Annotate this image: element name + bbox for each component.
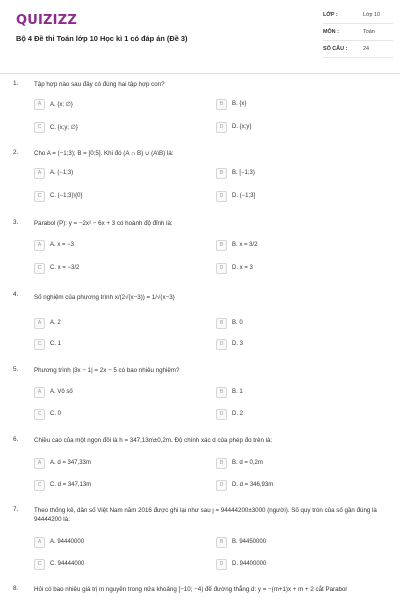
question-number: 1.	[13, 80, 19, 87]
meta-value: Toán	[363, 29, 375, 35]
option-a[interactable]	[34, 317, 61, 329]
option-letter-badge: C	[34, 191, 45, 202]
option-letter-badge: A	[34, 99, 45, 110]
option-text: C. {x;y; ∅}	[50, 124, 78, 131]
option-text: D. x = 3	[232, 265, 253, 271]
question-number: 3.	[13, 219, 19, 226]
option-text: D. d = 346,93m	[232, 482, 274, 488]
option-letter-badge: C	[34, 559, 45, 570]
option-letter-badge: D	[216, 191, 227, 202]
question-number: 4.	[13, 291, 19, 298]
option-a[interactable]	[34, 239, 74, 251]
option-a[interactable]	[34, 536, 84, 548]
question-text: Tập hợp nào sau đây có đúng hai tập hợp con?	[34, 81, 165, 88]
option-letter-badge: A	[34, 240, 45, 251]
question-number: 8.	[13, 585, 19, 592]
meta-value: Lớp 10	[363, 12, 381, 18]
option-text: C. (−1;3)\{0}	[50, 193, 83, 199]
option-letter-badge: B	[216, 458, 227, 469]
option-b[interactable]	[216, 386, 243, 398]
question-text: Parabol (P): y = −2x² − 6x + 3 có hoành độ đỉnh là:	[34, 220, 173, 227]
option-letter-badge: A	[34, 168, 45, 179]
option-text: A. x = −3	[50, 242, 75, 248]
option-c[interactable]	[34, 121, 78, 133]
option-text: C. 94444000	[50, 561, 85, 567]
option-letter-badge: D	[216, 122, 227, 133]
option-b[interactable]	[216, 167, 255, 179]
option-letter-badge: C	[34, 263, 45, 274]
option-letter-badge: D	[216, 339, 227, 350]
option-text: C. 1	[50, 341, 62, 347]
option-text: A. 94440000	[50, 539, 85, 545]
option-letter-badge: C	[34, 409, 45, 420]
option-letter-badge: A	[34, 387, 45, 398]
meta-value: 24	[363, 46, 369, 52]
option-letter-badge: C	[34, 122, 45, 133]
option-c[interactable]	[34, 262, 79, 274]
option-text: B. 0	[232, 320, 243, 326]
option-text: D. (−1;3]	[232, 193, 256, 199]
question-text: Chiều cao của một ngọn đồi là h = 347,13m±0,2m. Độ chính xác d của phép đo trên là:	[34, 437, 273, 444]
option-letter-badge: D	[216, 480, 227, 491]
header-divider	[0, 73, 400, 74]
question-text: Theo thống kê, dân số Việt Nam năm 2016 được ghi lại như sau ȷ = 94444200±3000 (người). Số quy tròn của số gần đúng là 94444200 là:	[34, 507, 377, 523]
option-d[interactable]	[216, 121, 251, 133]
option-letter-badge: B	[216, 168, 227, 179]
meta-row-subject	[323, 29, 393, 41]
meta-label: LỚP :	[323, 12, 338, 18]
option-a[interactable]	[34, 98, 73, 110]
option-text: B. d = 0,2m	[232, 460, 263, 466]
option-text: A. d = 347,33m	[50, 460, 91, 466]
option-c[interactable]	[34, 190, 83, 202]
option-c[interactable]	[34, 408, 61, 420]
option-letter-badge: A	[34, 458, 45, 469]
question-number: 7.	[13, 506, 19, 513]
option-text: B. [−1;3)	[232, 170, 255, 176]
quizizz-logo: QUIZIZZ	[16, 13, 77, 28]
option-c[interactable]	[34, 479, 91, 491]
option-text: A. (−1;3)	[50, 170, 74, 176]
option-a[interactable]	[34, 386, 73, 398]
option-d[interactable]	[216, 479, 273, 491]
option-letter-badge: D	[216, 263, 227, 274]
meta-label: MÔN :	[323, 29, 339, 35]
question-text: Phương trình |3x − 1| = 2x − 5 có bao nhiêu nghiệm?	[34, 367, 180, 374]
meta-row-class	[323, 12, 393, 24]
option-text: A. Vô số	[50, 389, 73, 395]
option-b[interactable]	[216, 98, 246, 110]
option-text: B. 1	[232, 389, 243, 395]
option-letter-badge: A	[34, 537, 45, 548]
option-b[interactable]	[216, 536, 266, 548]
meta-row-question-count	[323, 46, 393, 58]
option-letter-badge: C	[34, 339, 45, 350]
option-letter-badge: A	[34, 318, 45, 329]
question-number: 6.	[13, 436, 19, 443]
option-letter-badge: D	[216, 559, 227, 570]
option-text: B. 94450000	[232, 539, 267, 545]
option-letter-badge: C	[34, 480, 45, 491]
question-text: Cho A = (−1;3); B = [0;5]. Khi đó (A ∩ B) ∪ (A\B) là:	[34, 150, 174, 157]
worksheet-header	[0, 0, 400, 70]
option-letter-badge: D	[216, 409, 227, 420]
option-text: A. 2	[50, 320, 61, 326]
option-letter-badge: B	[216, 318, 227, 329]
option-c[interactable]	[34, 558, 84, 570]
question-number: 5.	[13, 366, 19, 373]
option-text: C. d = 347,13m	[50, 482, 92, 488]
option-b[interactable]	[216, 239, 258, 251]
option-text: C. x = −3/2	[50, 265, 80, 271]
option-text: D. 2	[232, 411, 244, 417]
option-text: B. x = 3/2	[232, 242, 258, 248]
meta-label: SỐ CÂU :	[323, 46, 348, 52]
option-a[interactable]	[34, 457, 91, 469]
question-text: Hỏi có bao nhiêu giá trị m nguyên trong nửa khoảng [−10; −4) để đường thẳng d: y = −(m+1)x + m + 2 cắt Parabol	[34, 586, 347, 593]
option-text: C. 0	[50, 411, 62, 417]
option-b[interactable]	[216, 457, 263, 469]
option-text: D. 3	[232, 341, 244, 347]
question-number: 2.	[13, 149, 19, 156]
option-d[interactable]	[216, 558, 266, 570]
option-d[interactable]	[216, 408, 243, 420]
option-d[interactable]	[216, 338, 243, 350]
option-letter-badge: B	[216, 99, 227, 110]
option-d[interactable]	[216, 262, 253, 274]
worksheet-meta	[323, 12, 393, 63]
option-text: D. 94400000	[232, 561, 267, 567]
option-text: D. {x;y}	[232, 124, 252, 130]
option-b[interactable]	[216, 317, 243, 329]
option-letter-badge: B	[216, 537, 227, 548]
option-a[interactable]	[34, 167, 73, 179]
option-d[interactable]	[216, 190, 255, 202]
option-letter-badge: B	[216, 387, 227, 398]
option-letter-badge: B	[216, 240, 227, 251]
option-text: A. {x; ∅}	[50, 101, 73, 108]
option-c[interactable]	[34, 338, 61, 350]
question-text: Số nghiệm của phương trình x/(2√(x−3)) = 1/√(x−3)	[34, 294, 175, 301]
option-text: B. {x}	[232, 101, 247, 107]
worksheet-title: Bộ 4 Đề thi Toán lớp 10 Học kì 1 có đáp án (Đề 3)	[16, 34, 188, 43]
